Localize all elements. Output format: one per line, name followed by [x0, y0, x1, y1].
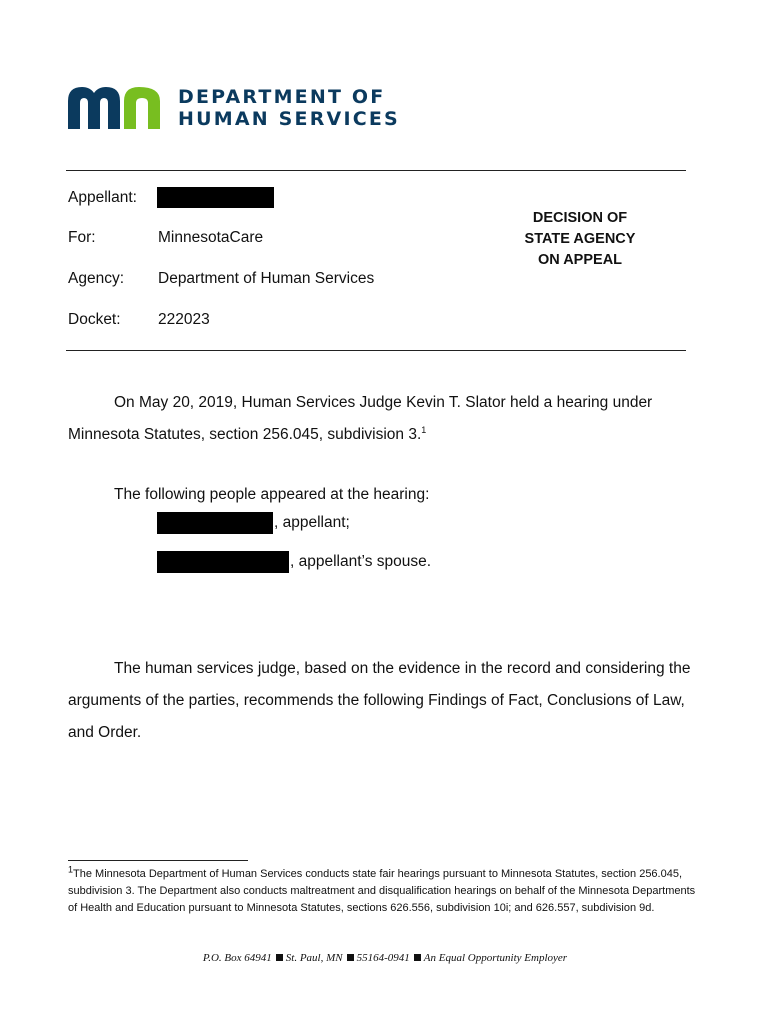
decision-title-line: DECISION OF — [532, 210, 628, 226]
square-bullet-icon — [347, 954, 354, 961]
redacted-appellant-name — [157, 187, 274, 208]
logo-line-2: HUMAN SERVICES — [178, 108, 400, 130]
for-label: For: — [68, 229, 96, 246]
footer-po-box: P.O. Box 64941 — [202, 952, 272, 964]
footer-city: St. Paul, MN — [285, 952, 343, 964]
agency-value: Department of Human Services — [158, 270, 375, 287]
page-footer — [0, 952, 770, 964]
logo-line-1: DEPARTMENT OF — [178, 86, 386, 108]
footnote-mark: 1 — [68, 864, 74, 875]
footnote-divider — [68, 860, 248, 861]
footnote-reference: 1 — [421, 424, 427, 435]
redacted-person-2 — [157, 551, 289, 573]
agency-label: Agency: — [68, 270, 125, 287]
intro-text: On May 20, 2019, Human Services Judge Kevin T. Slator held a hearing under Minnesota Statutes, section 256.045, subdivision 3. — [68, 394, 653, 443]
top-divider — [66, 170, 686, 171]
for-value: MinnesotaCare — [158, 229, 264, 246]
person-1-role: , appellant; — [274, 514, 350, 531]
square-bullet-icon — [414, 954, 421, 961]
decision-title-line: ON APPEAL — [537, 252, 623, 268]
footnote-text: The Minnesota Department of Human Services conducts state fair hearings pursuant to Minnesota Statutes, section 256.045, subdivision 3. The Department also conducts maltreatment and disqualification hearings on behalf of the Minnesota Departments of Health and Education pursuant to Minnesota Statutes, sections 626.556, subdivision 10i; and 626.557, subdivision 9d. — [68, 868, 696, 914]
bottom-divider — [66, 350, 686, 351]
mn-logo-icon — [68, 87, 160, 129]
footer-zip: 55164-0941 — [356, 952, 410, 964]
docket-value: 222023 — [158, 311, 210, 328]
decision-title-line: STATE AGENCY — [524, 231, 636, 247]
intro-paragraph — [68, 387, 708, 451]
decision-title — [505, 208, 655, 271]
footer-eoe: An Equal Opportunity Employer — [423, 952, 568, 964]
square-bullet-icon — [276, 954, 283, 961]
dhs-logo — [68, 86, 400, 130]
footnote — [68, 866, 698, 917]
appellant-label: Appellant: — [68, 189, 137, 206]
appeared-heading: The following people appeared at the hearing: — [114, 486, 430, 503]
docket-label: Docket: — [68, 311, 121, 328]
person-2-role: , appellant’s spouse. — [290, 553, 432, 570]
redacted-person-1 — [157, 512, 273, 534]
recommend-paragraph: The human services judge, based on the evidence in the record and considering the arguments of the parties, recommends the following Findings of Fact, Conclusions of Law, and Order. — [68, 660, 691, 741]
